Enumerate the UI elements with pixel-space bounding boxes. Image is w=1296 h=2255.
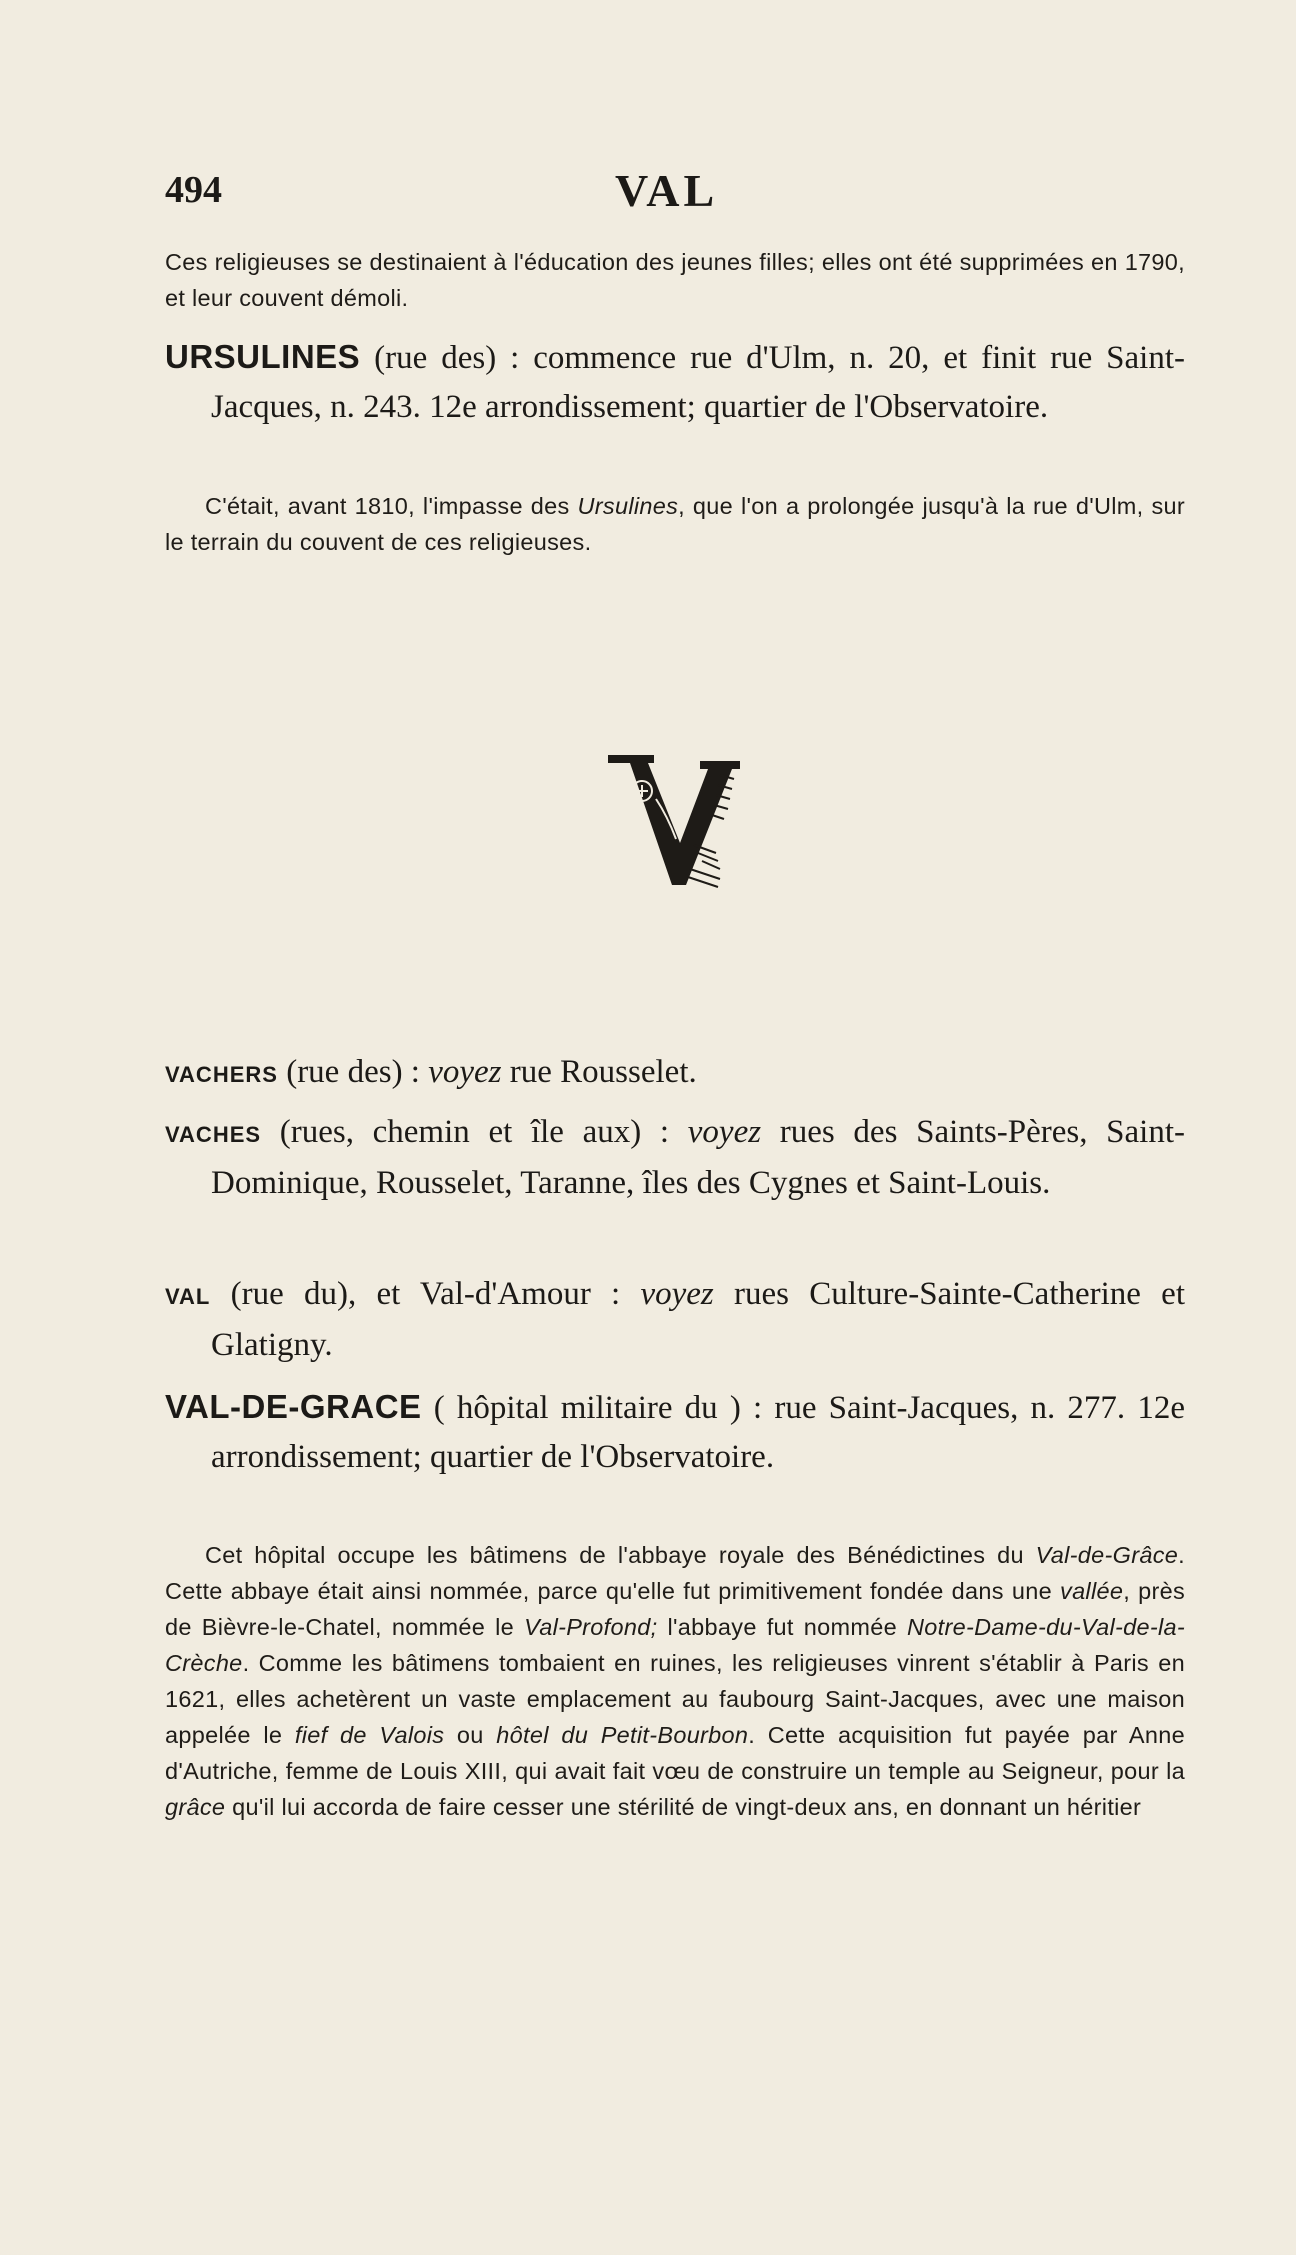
entry-ursulines-text: (rue des) : commence rue d'Ulm, n. 20, et finit rue Saint-Jacques, n. 243. 12e arrondissement; quartier de l'Observatoire. bbox=[211, 340, 1185, 425]
entry-vachers-italic: voyez bbox=[428, 1054, 502, 1090]
note-ursulines-part1: C'était, avant 1810, l'impasse des bbox=[205, 493, 578, 519]
entry-vaches-italic: voyez bbox=[687, 1114, 762, 1150]
note-val-de-grace-run: . Cette abbaye était ainsi nommée, parce qu'elle fut primitivement fondée dans une bbox=[165, 1542, 1185, 1604]
note-ursulines-italic: Ursulines bbox=[577, 493, 679, 519]
headword-ursulines: URSULINES bbox=[165, 338, 361, 375]
entry-ursulines-body bbox=[165, 332, 1185, 432]
ornamental-initial-v-icon bbox=[590, 735, 760, 895]
entry-val-text-end: rues Culture-Sainte-Catherine et Glatigny. bbox=[211, 1276, 1185, 1363]
entry-val-de-grace-text: ( hôpital militaire du ) : rue Saint-Jacques, n. 277. 12e arrondissement; quartier de l'Observatoire. bbox=[211, 1390, 1185, 1475]
entry-vaches-text-end: rues des Saints-Pères, Saint-Dominique, Rousselet, Taranne, îles des Cygnes et Saint-Louis. bbox=[211, 1114, 1185, 1201]
entry-vachers bbox=[165, 1048, 1185, 1099]
section-title: VAL bbox=[615, 165, 719, 216]
ornament-letter: V bbox=[595, 738, 596, 739]
note-val-de-grace-run: fief de Valois bbox=[294, 1722, 445, 1748]
headword-val-de-grace: VAL-DE-GRACE bbox=[165, 1388, 422, 1425]
note-val-de-grace-run: . Comme les bâtimens tombaient en ruines, les religieuses vinrent s'établir à Paris en 1621, elles achetèrent un vaste emplacement au faubourg Saint-Jacques, avec une maison appelée le bbox=[165, 1650, 1185, 1748]
running-head bbox=[165, 165, 1195, 228]
entry-val-text: (rue du), et Val-d'Amour : bbox=[210, 1276, 641, 1312]
note-val-de-grace bbox=[165, 1537, 1185, 1825]
entry-vachers-text: (rue des) : bbox=[277, 1054, 429, 1090]
note-val-de-grace-run: Notre-Dame-du-Val-de-la-Crèche bbox=[165, 1614, 1185, 1676]
page-number: 494 bbox=[165, 169, 222, 211]
note-val-de-grace-run: Cet hôpital occupe les bâtimens de l'abbaye royale des Bénédictines du bbox=[205, 1542, 1036, 1568]
note-val-de-grace-run: hôtel du Petit-Bourbon bbox=[496, 1722, 749, 1748]
entry-ursulines bbox=[165, 332, 1185, 432]
entry-val-de-grace-body bbox=[165, 1382, 1185, 1482]
headword-val: VAL bbox=[165, 1284, 211, 1309]
entry-vachers-text-end: rue Rousselet. bbox=[501, 1054, 697, 1090]
headword-vachers: VACHERS bbox=[165, 1062, 278, 1087]
headword-vaches: VACHES bbox=[165, 1122, 262, 1147]
intro-paragraph bbox=[165, 244, 1185, 316]
entry-vaches bbox=[165, 1108, 1185, 1208]
entry-val bbox=[165, 1270, 1185, 1370]
entry-val-de-grace bbox=[165, 1382, 1185, 1482]
entry-val-italic: voyez bbox=[640, 1276, 714, 1312]
entry-vachers-body bbox=[165, 1048, 1185, 1099]
note-val-de-grace-run: l'abbaye fut nommée bbox=[657, 1614, 908, 1640]
intro-text: Ces religieuses se destinaient à l'éducation des jeunes filles; elles ont été supprimées en 1790, et leur couvent démoli. bbox=[165, 249, 1185, 311]
entry-vaches-body bbox=[165, 1108, 1185, 1208]
note-val-de-grace-run: qu'il lui accorda de faire cesser une stérilité de vingt-deux ans, en donnant un héritier bbox=[225, 1794, 1142, 1820]
note-val-de-grace-text bbox=[165, 1537, 1185, 1825]
note-val-de-grace-run: grâce bbox=[165, 1794, 226, 1820]
entry-vaches-text: (rues, chemin et île aux) : bbox=[261, 1114, 688, 1150]
note-ursulines bbox=[165, 488, 1185, 560]
note-ursulines-text bbox=[165, 488, 1185, 560]
note-val-de-grace-run: , près de Bièvre-le-Chatel, nommée le bbox=[165, 1578, 1185, 1640]
note-ursulines-part2: , que l'on a prolongée jusqu'à la rue d'Ulm, sur le terrain du couvent de ces religieuses. bbox=[165, 493, 1185, 555]
note-val-de-grace-run: vallée bbox=[1060, 1578, 1124, 1604]
note-val-de-grace-run: Val-Profond; bbox=[524, 1614, 658, 1640]
note-val-de-grace-run: . Cette acquisition fut payée par Anne d'Autriche, femme de Louis XIII, qui avait fait vœu de construire un temple au Seigneur, pour la bbox=[165, 1722, 1185, 1784]
note-val-de-grace-run: Val-de-Grâce bbox=[1035, 1542, 1179, 1568]
note-val-de-grace-run: ou bbox=[444, 1722, 497, 1748]
entry-val-body bbox=[165, 1270, 1185, 1370]
